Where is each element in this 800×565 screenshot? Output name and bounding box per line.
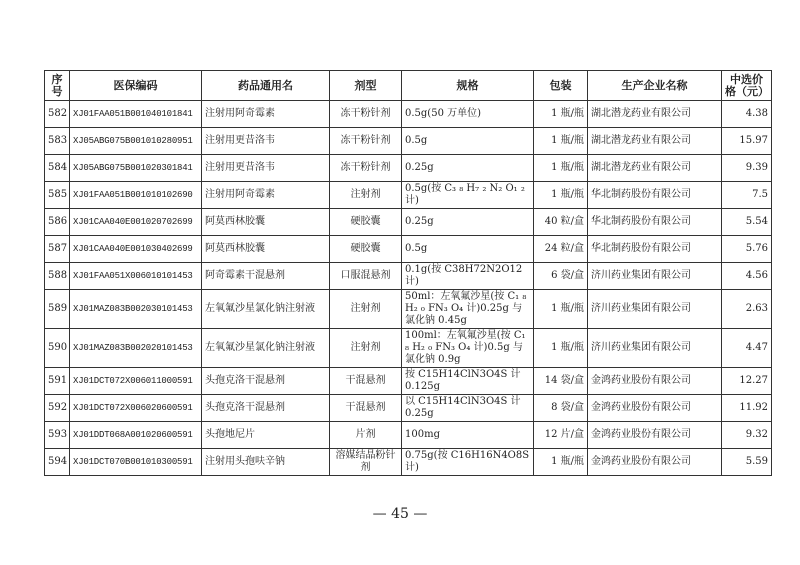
cell-price: 5.54	[722, 209, 772, 236]
cell-form: 冻干粉针剂	[330, 128, 402, 155]
cell-maker: 金鸿药业股份有限公司	[588, 449, 722, 476]
cell-maker: 华北制药股份有限公司	[588, 236, 722, 263]
cell-maker: 金鸿药业股份有限公司	[588, 395, 722, 422]
cell-spec: 100ml：左氧氟沙星(按 C₁ ₈ H₂ ₀ FN₃ O₄ 计)0.5g 与氯化钠 0.9g	[402, 329, 534, 368]
cell-spec: 0.1g(按 C38H72N2O12 计)	[402, 263, 534, 290]
cell-code: XJ01FAA051B001010102690	[70, 182, 202, 209]
cell-code: XJ01MAZ083B002030101453	[70, 290, 202, 329]
cell-form: 干混悬剂	[330, 395, 402, 422]
cell-form: 注射剂	[330, 329, 402, 368]
cell-name: 注射用头孢呋辛钠	[202, 449, 330, 476]
cell-maker: 济川药业集团有限公司	[588, 290, 722, 329]
table-row	[45, 101, 772, 128]
cell-pack: 1 瓶/瓶	[534, 329, 588, 368]
table-row	[45, 290, 772, 329]
cell-pack: 8 袋/盒	[534, 395, 588, 422]
cell-price: 15.97	[722, 128, 772, 155]
col-header-price: 中选价格（元）	[722, 71, 772, 101]
cell-spec: 0.25g	[402, 209, 534, 236]
cell-name: 阿莫西林胶囊	[202, 236, 330, 263]
cell-code: XJ01CAA040E001020702699	[70, 209, 202, 236]
cell-no: 584	[45, 155, 70, 182]
cell-no: 594	[45, 449, 70, 476]
cell-pack: 6 袋/盒	[534, 263, 588, 290]
cell-no: 586	[45, 209, 70, 236]
cell-price: 4.38	[722, 101, 772, 128]
cell-name: 左氧氟沙星氯化钠注射液	[202, 290, 330, 329]
cell-code: XJ01MAZ083B002020101453	[70, 329, 202, 368]
page-number: — 45 —	[372, 506, 428, 522]
cell-pack: 14 袋/盒	[534, 368, 588, 395]
cell-form: 冻干粉针剂	[330, 101, 402, 128]
cell-form: 注射剂	[330, 290, 402, 329]
cell-name: 阿奇霉素干混悬剂	[202, 263, 330, 290]
cell-pack: 12 片/盒	[534, 422, 588, 449]
cell-spec: 50ml：左氧氟沙星(按 C₁ ₈ H₂ ₀ FN₃ O₄ 计)0.25g 与氯化钠 0.45g	[402, 290, 534, 329]
table-row	[45, 368, 772, 395]
cell-price: 7.5	[722, 182, 772, 209]
table-row	[45, 395, 772, 422]
cell-price: 4.47	[722, 329, 772, 368]
cell-price: 4.56	[722, 263, 772, 290]
cell-pack: 1 瓶/瓶	[534, 182, 588, 209]
col-header-maker: 生产企业名称	[588, 71, 722, 101]
cell-pack: 1 瓶/瓶	[534, 449, 588, 476]
cell-maker: 湖北潜龙药业有限公司	[588, 155, 722, 182]
table-row	[45, 128, 772, 155]
cell-form: 注射剂	[330, 182, 402, 209]
cell-no: 589	[45, 290, 70, 329]
table-row	[45, 236, 772, 263]
cell-code: XJ01DDT068A001020600591	[70, 422, 202, 449]
cell-maker: 济川药业集团有限公司	[588, 329, 722, 368]
table-header-row	[45, 71, 772, 101]
cell-spec: 0.5g(按 C₃ ₈ H₇ ₂ N₂ O₁ ₂ 计)	[402, 182, 534, 209]
cell-pack: 24 粒/盒	[534, 236, 588, 263]
cell-name: 左氧氟沙星氯化钠注射液	[202, 329, 330, 368]
cell-name: 头孢克洛干混悬剂	[202, 395, 330, 422]
cell-price: 11.92	[722, 395, 772, 422]
cell-maker: 湖北潜龙药业有限公司	[588, 101, 722, 128]
cell-pack: 1 瓶/瓶	[534, 290, 588, 329]
cell-form: 硬胶囊	[330, 209, 402, 236]
table-row	[45, 155, 772, 182]
cell-spec: 100mg	[402, 422, 534, 449]
cell-pack: 1 瓶/瓶	[534, 155, 588, 182]
cell-spec: 按 C15H14ClN3O4S 计 0.125g	[402, 368, 534, 395]
cell-form: 硬胶囊	[330, 236, 402, 263]
cell-spec: 0.75g(按 C16H16N4O8S 计)	[402, 449, 534, 476]
cell-price: 5.59	[722, 449, 772, 476]
drug-price-table	[44, 70, 772, 476]
cell-name: 注射用阿奇霉素	[202, 101, 330, 128]
col-header-form: 剂型	[330, 71, 402, 101]
col-header-name: 药品通用名	[202, 71, 330, 101]
table-row	[45, 449, 772, 476]
cell-no: 587	[45, 236, 70, 263]
table-row	[45, 263, 772, 290]
cell-no: 583	[45, 128, 70, 155]
cell-price: 5.76	[722, 236, 772, 263]
cell-spec: 0.25g	[402, 155, 534, 182]
cell-maker: 湖北潜龙药业有限公司	[588, 128, 722, 155]
table-row	[45, 182, 772, 209]
cell-spec: 0.5g	[402, 128, 534, 155]
cell-spec: 0.5g(50 万单位)	[402, 101, 534, 128]
cell-form: 冻干粉针剂	[330, 155, 402, 182]
cell-code: XJ01CAA040E001030402699	[70, 236, 202, 263]
cell-form: 口服混悬剂	[330, 263, 402, 290]
cell-form: 干混悬剂	[330, 368, 402, 395]
cell-code: XJ05ABG075B001010280951	[70, 128, 202, 155]
cell-price: 9.39	[722, 155, 772, 182]
cell-no: 591	[45, 368, 70, 395]
cell-code: XJ01FAA051B001040101841	[70, 101, 202, 128]
cell-no: 585	[45, 182, 70, 209]
cell-code: XJ05ABG075B001020301841	[70, 155, 202, 182]
col-header-spec: 规格	[402, 71, 534, 101]
cell-form: 溶媒结晶粉针剂	[330, 449, 402, 476]
cell-pack: 40 粒/盒	[534, 209, 588, 236]
cell-maker: 金鸿药业股份有限公司	[588, 368, 722, 395]
cell-name: 注射用阿奇霉素	[202, 182, 330, 209]
cell-spec: 以 C15H14ClN3O4S 计 0.25g	[402, 395, 534, 422]
cell-maker: 华北制药股份有限公司	[588, 182, 722, 209]
cell-maker: 金鸿药业股份有限公司	[588, 422, 722, 449]
cell-name: 阿莫西林胶囊	[202, 209, 330, 236]
table-row	[45, 422, 772, 449]
cell-no: 590	[45, 329, 70, 368]
cell-name: 头孢克洛干混悬剂	[202, 368, 330, 395]
col-header-pack: 包装	[534, 71, 588, 101]
cell-name: 注射用更昔洛韦	[202, 155, 330, 182]
cell-pack: 1 瓶/瓶	[534, 101, 588, 128]
cell-no: 588	[45, 263, 70, 290]
cell-code: XJ01FAA051X006010101453	[70, 263, 202, 290]
table-row	[45, 209, 772, 236]
cell-code: XJ01DCT072X006020600591	[70, 395, 202, 422]
cell-name: 注射用更昔洛韦	[202, 128, 330, 155]
cell-spec: 0.5g	[402, 236, 534, 263]
cell-maker: 济川药业集团有限公司	[588, 263, 722, 290]
table-row	[45, 329, 772, 368]
cell-price: 12.27	[722, 368, 772, 395]
cell-no: 593	[45, 422, 70, 449]
cell-no: 582	[45, 101, 70, 128]
cell-no: 592	[45, 395, 70, 422]
cell-maker: 华北制药股份有限公司	[588, 209, 722, 236]
cell-price: 9.32	[722, 422, 772, 449]
cell-code: XJ01DCT072X006011000591	[70, 368, 202, 395]
col-header-code: 医保编码	[70, 71, 202, 101]
cell-price: 2.63	[722, 290, 772, 329]
cell-pack: 1 瓶/瓶	[534, 128, 588, 155]
cell-code: XJ01DCT070B001010300591	[70, 449, 202, 476]
col-header-no: 序号	[45, 71, 70, 101]
cell-form: 片剂	[330, 422, 402, 449]
cell-name: 头孢地尼片	[202, 422, 330, 449]
table-body	[45, 101, 772, 476]
